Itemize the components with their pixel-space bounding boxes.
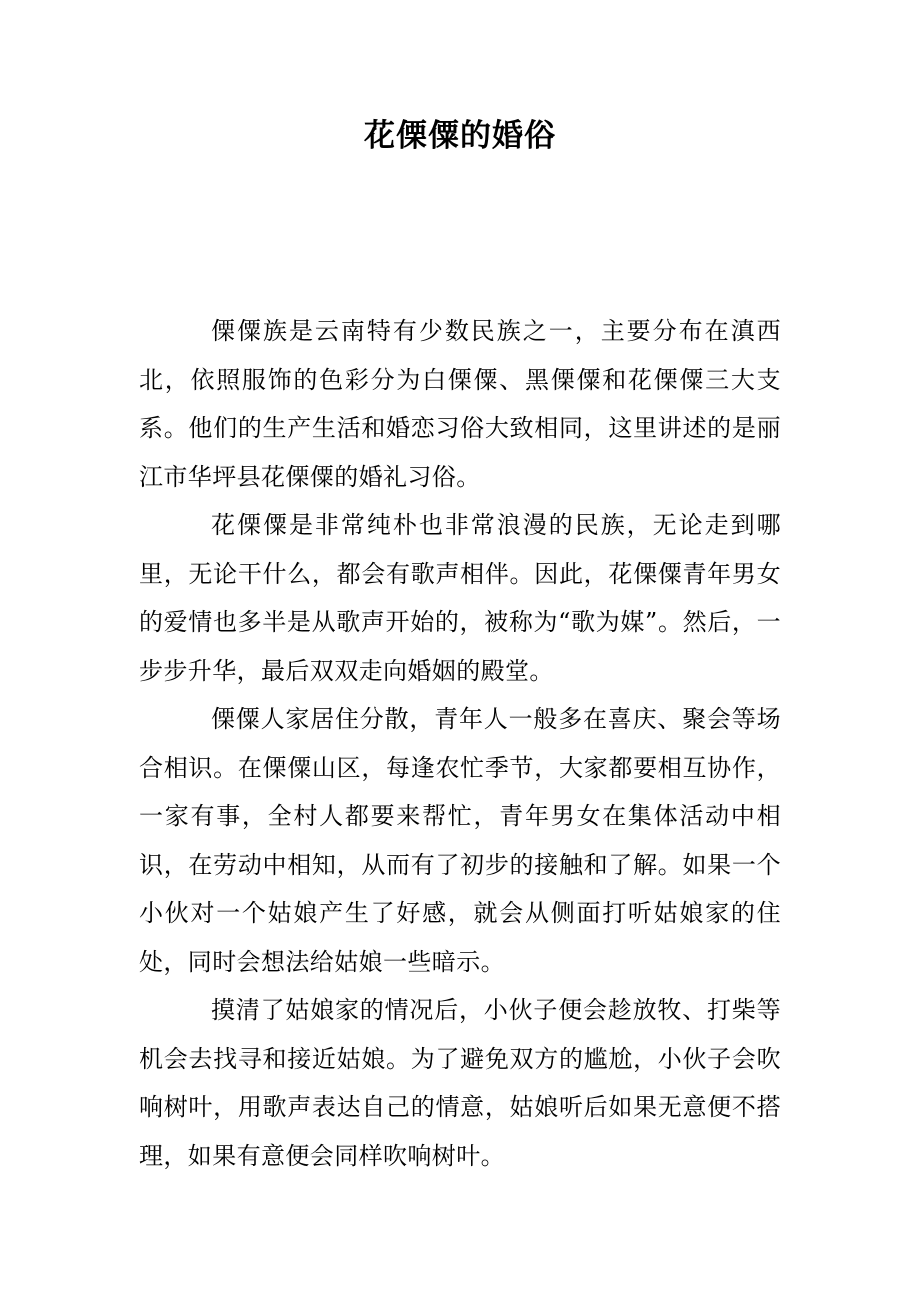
paragraph-4: 摸清了姑娘家的情况后，小伙子便会趁放牧、打柴等机会去找寻和接近姑娘。为了避免双方的尴尬，小伙子会吹响树叶，用歌声表达自己的情意，姑娘听后如果无意便不搭理，如果有意便会同样吹响树叶。 <box>139 996 781 1170</box>
paragraph-2: 花傈僳是非常纯朴也非常浪漫的民族，无论走到哪里，无论干什么，都会有歌声相伴。因此，花傈僳青年男女的爱情也多半是从歌声开始的，被称为“歌为媒”。然后，一步步升华，最后双双走向婚姻的殿堂。 <box>139 511 781 685</box>
paragraph-1: 傈僳族是云南特有少数民族之一，主要分布在滇西北，依照服饰的色彩分为白傈僳、黑傈僳和花傈僳三大支系。他们的生产生活和婚恋习俗大致相同，这里讲述的是丽江市华坪县花傈僳的婚礼习俗。 <box>139 317 781 491</box>
document-title: 花傈僳的婚俗 <box>364 118 556 154</box>
paragraph-3: 傈僳人家居住分散，青年人一般多在喜庆、聚会等场合相识。在傈僳山区，每逢农忙季节，大家都要相互协作，一家有事，全村人都要来帮忙，青年男女在集体活动中相识，在劳动中相知，从而有了初步的接触和了解。如果一个小伙对一个姑娘产生了好感，就会从侧面打听姑娘家的住处，同时会想法给姑娘一些暗示。 <box>139 705 781 976</box>
document-body <box>139 307 781 1180</box>
